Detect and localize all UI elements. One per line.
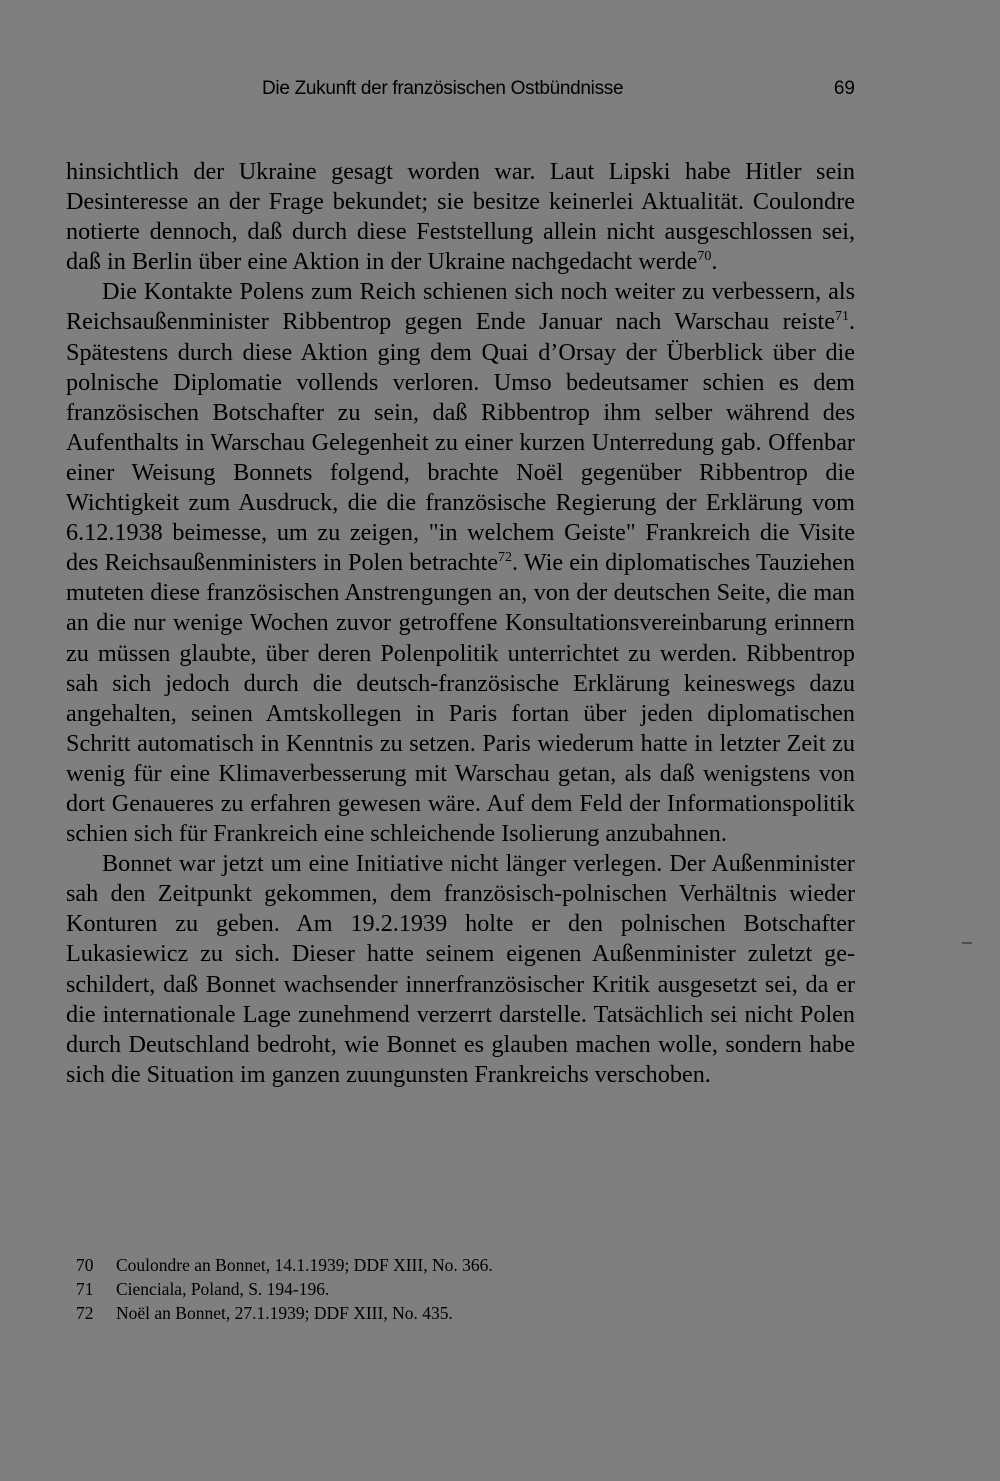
footnote	[76, 1253, 776, 1277]
footnote	[76, 1301, 776, 1325]
footnote-reference: 72	[497, 550, 512, 566]
footnote-text: Noël an Bonnet, 27.1.1939; DDF XIII, No. 435.	[116, 1303, 453, 1323]
footnote-reference: 71	[834, 309, 849, 325]
footnote-text: Cienciala, Poland, S. 194-196.	[116, 1279, 330, 1299]
paragraph	[66, 157, 855, 277]
running-header	[66, 78, 855, 108]
paragraph-text: . Wie ein diplomatisches Tauziehen muteten diese französischen Anstrengungen an, von der deutschen Seite, die man an die nur wenige Wochen zuvor getroffene Konsultationsvereinbarung erinnern zu müssen glaubte, über deren Polenpolitik unterrichtet zu werden. Ribbentrop sah sich jedoch durch die deutsch-französische Erklärung keineswegs dazu angehalten, seinen Amtskollegen in Paris fortan über jeden diplomatischen Schritt automatisch in Kenntnis zu setzen. Paris wiederum hatte in letzter Zeit zu wenig für eine Klimaverbesserung mit Warschau getan, als daß wenigstens von dort Genaueres zu erfahren gewesen wäre. Auf dem Feld der Informationspolitik schien sich für Frankreich eine schleichende Isolierung anzubahnen.	[66, 549, 855, 848]
paragraph-text: . Spätestens durch diese Aktion ging dem Quai d’Orsay der Überblick über die polnische Diplomatie vollends verloren. Umso bedeutsamer schien es dem französischen Botschafter zu sein, daß Ribbentrop ihm selber während des Aufenthalts in Warschau Gelegenheit zu einer kurzen Unterredung gab. Offenbar einer Weisung Bonnets folgend, brachte Noël gegenüber Ribbentrop die Wichtigkeit zum Ausdruck, die die französische Regierung der Erklärung vom 6.12.1938 beimesse, um zu zeigen, "in welchem Geiste" Frankreich die Visite des Reichsaußenministers in Polen betrachte	[66, 308, 855, 577]
body-text	[66, 157, 855, 1090]
paragraph-text: Die Kontakte Polens zum Reich schienen sich noch weiter zu verbessern, als Reichsaußenminister Ribbentrop gegen Ende Januar nach Warschau reiste	[66, 278, 855, 336]
scan-speck	[962, 942, 972, 944]
paragraph-text: hinsichtlich der Ukraine gesagt worden war. Laut Lipski habe Hitler sein Desinteresse an der Frage bekundet; sie besitze keinerlei Aktualität. Coulondre notierte dennoch, daß durch diese Feststellung allein nicht ausgeschlossen sei, daß in Berlin über eine Aktion in der Ukraine nachgedacht werde	[66, 158, 855, 276]
page-number: 69	[833, 78, 855, 99]
footnotes	[76, 1253, 776, 1325]
footnote-number: 72	[76, 1303, 94, 1323]
footnote-reference: 70	[697, 249, 712, 265]
footnote	[76, 1277, 776, 1301]
footnote-number: 70	[76, 1255, 94, 1275]
paragraph	[66, 277, 855, 849]
paragraph	[66, 849, 855, 1090]
running-title: Die Zukunft der französischen Ostbündnisse	[262, 78, 624, 99]
paragraph-text: Bonnet war jetzt um eine Initiative nicht länger verlegen. Der Außenminister sah den Zeitpunkt gekommen, dem französisch-polnischen Verhältnis wieder Konturen zu geben. Am 19.2.1939 holte er den polnischen Botschafter Lukasiewicz zu sich. Dieser hatte seinem eigenen Außenminister zuletzt geschildert, daß Bonnet wachsender innerfranzösischer Kritik ausgesetzt sei, da er die internationale Lage zunehmend verzerrt darstelle. Tatsächlich sei nicht Polen durch Deutschland bedroht, wie Bonnet es glauben machen wolle, sondern habe sich die Situation im ganzen zuungunsten Frankreichs verschoben.	[66, 850, 855, 1088]
footnote-number: 71	[76, 1279, 94, 1299]
footnote-text: Coulondre an Bonnet, 14.1.1939; DDF XIII, No. 366.	[116, 1255, 493, 1275]
paragraph-text: .	[711, 248, 718, 276]
